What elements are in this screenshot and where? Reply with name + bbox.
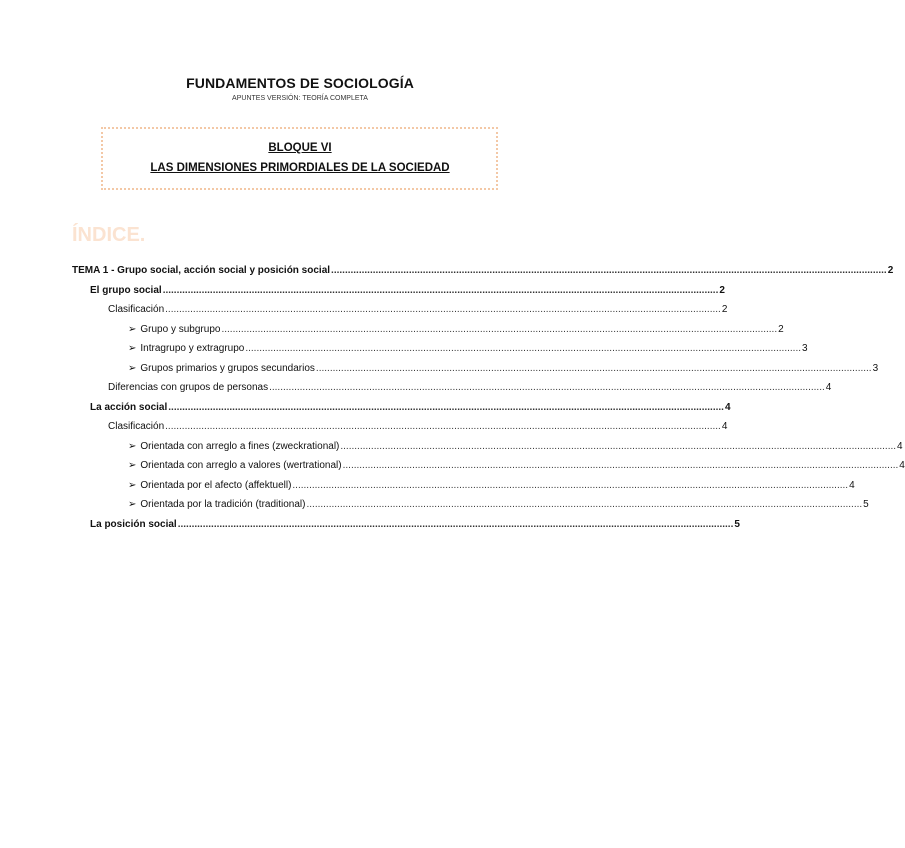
toc-entry-accion-social[interactable] <box>72 401 731 422</box>
toc-entry-label <box>128 499 305 510</box>
toc-entry-label <box>128 460 342 471</box>
toc-leader-dots: ........................................................................................................................................................................................................ <box>269 382 825 393</box>
toc-entry-label: Clasificación <box>108 421 165 432</box>
toc-entry-page: 2 <box>719 284 725 296</box>
toc-leader-dots: ........................................................................................................................................................................................................ <box>177 518 734 530</box>
toc-entry-intragrupo[interactable] <box>72 343 808 363</box>
toc-entry-diferencias[interactable] <box>72 382 832 402</box>
toc-leader-dots: ........................................................................................................................................................................................................ <box>340 440 897 452</box>
toc-entry-label <box>128 363 315 374</box>
arrow-bullet-icon: ➢ <box>128 460 137 471</box>
toc-leader-dots: ........................................................................................................................................................................................................ <box>168 401 724 413</box>
arrow-bullet-icon: ➢ <box>128 499 137 510</box>
toc-entry-valores[interactable] <box>72 460 905 480</box>
arrow-bullet-icon: ➢ <box>128 479 137 491</box>
toc-entry-label <box>128 343 244 354</box>
index-heading: ÍNDICE. <box>72 224 146 246</box>
toc-entry-grupo-subgrupo[interactable] <box>72 323 784 344</box>
table-of-contents <box>72 265 905 538</box>
toc-entry-label: La acción social <box>90 401 168 413</box>
toc-entry-page: 4 <box>897 440 903 452</box>
document-subtitle: APUNTES VERSIÓN: TEORÍA COMPLETA <box>232 95 368 102</box>
toc-leader-dots: ........................................................................................................................................................................................................ <box>342 460 899 471</box>
toc-entry-text: Orientada por la tradición (traditional) <box>140 499 306 510</box>
arrow-bullet-icon: ➢ <box>128 440 137 452</box>
toc-leader-dots: ........................................................................................................................................................................................................ <box>245 343 802 354</box>
toc-entry-page: 5 <box>863 499 869 510</box>
toc-entry-page: 4 <box>849 479 855 491</box>
toc-entry-clasificacion-grupo[interactable] <box>72 304 728 324</box>
block-number: BLOQUE VI <box>268 142 332 154</box>
toc-leader-dots: ........................................................................................................................................................................................................ <box>315 362 872 374</box>
toc-entry-label <box>128 441 339 452</box>
block-title: LAS DIMENSIONES PRIMORDIALES DE LA SOCIEDAD <box>150 162 450 174</box>
toc-entry-label <box>128 324 220 335</box>
toc-entry-fines[interactable] <box>72 440 903 461</box>
toc-entry-page: 4 <box>724 401 731 413</box>
block-title-frame <box>101 127 498 190</box>
toc-entry-label: El grupo social <box>90 284 162 296</box>
toc-entry-label: La posición social <box>90 518 177 530</box>
toc-leader-dots: ........................................................................................................................................................................................................ <box>331 265 887 276</box>
toc-entry-text: Grupos primarios y grupos secundarios <box>140 362 315 374</box>
toc-leader-dots: ........................................................................................................................................................................................................ <box>292 479 849 491</box>
toc-entry-label: Clasificación <box>108 304 165 315</box>
document-title: FUNDAMENTOS DE SOCIOLOGÍA <box>186 75 414 91</box>
toc-entry-page: 4 <box>721 421 728 432</box>
toc-entry-page: 4 <box>899 460 905 471</box>
toc-leader-dots: ........................................................................................................................................................................................................ <box>165 421 721 432</box>
toc-entry-tema-1[interactable] <box>72 265 894 285</box>
toc-entry-label <box>128 480 291 491</box>
toc-entry-page: 4 <box>825 382 832 393</box>
toc-entry-text: Grupo y subgrupo <box>140 323 221 335</box>
toc-entry-text: Orientada con arreglo a valores (wertrational) <box>140 460 342 471</box>
toc-entry-clasificacion-accion[interactable] <box>72 421 728 441</box>
toc-entry-tradicion[interactable] <box>72 499 869 519</box>
arrow-bullet-icon: ➢ <box>128 343 137 354</box>
toc-entry-page: 2 <box>778 323 784 335</box>
toc-entry-text: Orientada con arreglo a fines (zweckrational) <box>140 440 340 452</box>
toc-entry-text: Intragrupo y extragrupo <box>140 343 245 354</box>
toc-entry-page: 5 <box>734 518 740 530</box>
toc-entry-text: Orientada por el afecto (affektuell) <box>140 479 292 491</box>
toc-entry-page: 2 <box>887 265 894 276</box>
toc-leader-dots: ........................................................................................................................................................................................................ <box>165 304 721 315</box>
toc-entry-page: 3 <box>802 343 808 354</box>
toc-entry-grupos-primarios[interactable] <box>72 362 879 383</box>
toc-entry-page: 3 <box>872 362 879 374</box>
arrow-bullet-icon: ➢ <box>128 323 137 335</box>
toc-leader-dots: ........................................................................................................................................................................................................ <box>306 499 863 510</box>
toc-entry-page: 2 <box>721 304 728 315</box>
arrow-bullet-icon: ➢ <box>128 362 137 374</box>
toc-entry-posicion-social[interactable] <box>72 518 740 539</box>
toc-leader-dots: ........................................................................................................................................................................................................ <box>221 323 778 335</box>
toc-entry-afecto[interactable] <box>72 479 855 500</box>
toc-entry-label: TEMA 1 - Grupo social, acción social y posición social <box>72 265 331 276</box>
toc-entry-grupo-social[interactable] <box>72 284 725 305</box>
toc-entry-label: Diferencias con grupos de personas <box>108 382 269 393</box>
toc-leader-dots: ........................................................................................................................................................................................................ <box>162 284 719 296</box>
